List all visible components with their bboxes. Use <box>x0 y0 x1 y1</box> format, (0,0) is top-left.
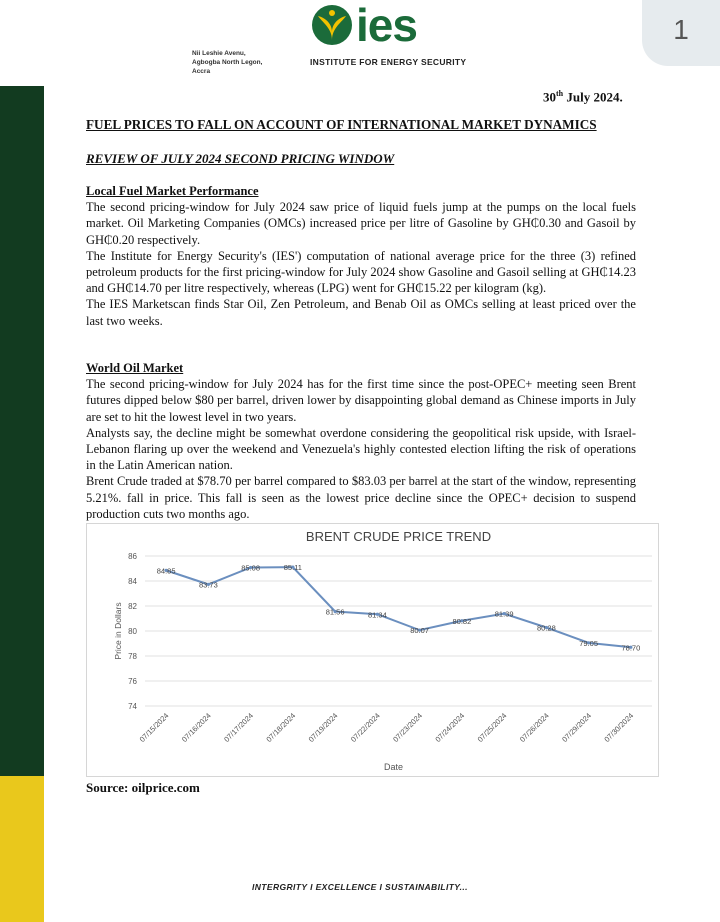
y-tick-label: 80 <box>128 627 137 636</box>
sidebar-yellow-band <box>0 776 44 922</box>
x-tick-label: 07/24/2024 <box>433 711 467 744</box>
x-tick-label: 07/30/2024 <box>602 711 636 744</box>
page-number: 1 <box>673 14 689 45</box>
page-number-badge <box>642 0 720 66</box>
paragraph: Analysts say, the decline might be somewhat overdone considering the geopolitical risk upside, with Israel-Lebanon flaring up over the weekend and Venezuela's highly contested election lifting the risk of operations in the Latin American nation. <box>86 425 636 473</box>
data-label: 83.73 <box>198 580 218 590</box>
data-label: 81.34 <box>367 610 387 620</box>
brent-price-chart <box>86 523 659 777</box>
y-tick-label: 86 <box>128 552 137 561</box>
y-axis-label: Price in Dollars <box>113 602 123 660</box>
x-tick-label: 07/26/2024 <box>517 711 551 744</box>
section-heading: World Oil Market <box>86 361 184 375</box>
document-subtitle: REVIEW OF JULY 2024 SECOND PRICING WINDOW <box>86 151 395 166</box>
y-tick-label: 78 <box>128 652 137 661</box>
series-line <box>166 567 631 647</box>
logo-wordmark: ies <box>356 0 417 51</box>
y-tick-label: 74 <box>128 702 137 711</box>
data-label: 80.07 <box>410 626 430 636</box>
section-heading: Local Fuel Market Performance <box>86 184 259 198</box>
chart-canvas <box>87 524 658 776</box>
x-tick-label: 07/22/2024 <box>348 711 382 744</box>
world-market-section <box>86 360 636 522</box>
x-tick-label: 07/17/2024 <box>222 711 256 744</box>
x-axis-label: Date <box>383 762 404 772</box>
paragraph: The second pricing-window for July 2024 saw price of liquid fuels jump at the pumps on the local fuels market. Oil Marketing Companies (OMCs) increased price per litre of Gasoline by GH₵0.30 and Gasoil by GH₵0.20 respectively. <box>86 200 636 247</box>
y-tick-label: 84 <box>128 577 137 586</box>
footer-slogan: INTERGRITY I EXCELLENCE I SUSTAINABILITY... <box>252 882 468 892</box>
date-suffix: th <box>556 89 564 98</box>
address-line: Agbogba North Legon, <box>192 59 263 66</box>
data-label: 81.56 <box>325 607 345 617</box>
data-label: 85.08 <box>241 563 261 573</box>
data-label: 80.28 <box>536 623 556 633</box>
data-label: 78.70 <box>621 643 641 653</box>
x-tick-label: 07/25/2024 <box>475 711 509 744</box>
paragraph: The IES Marketscan finds Star Oil, Zen Petroleum, and Benab Oil as OMCs selling at least priced over the last two weeks. <box>86 297 636 328</box>
y-tick-label: 76 <box>128 677 137 686</box>
x-tick-label: 07/18/2024 <box>264 711 298 744</box>
date-rest: July 2024. <box>563 89 623 105</box>
document-date <box>543 89 623 105</box>
institute-name: INSTITUTE FOR ENERGY SECURITY <box>310 57 467 67</box>
chart-title: BRENT CRUDE PRICE TREND <box>305 529 492 544</box>
x-tick-label: 07/15/2024 <box>137 711 171 744</box>
x-tick-label: 07/29/2024 <box>560 711 594 744</box>
address-line: Nii Leshie Avenu, <box>192 50 246 57</box>
document-title: FUEL PRICES TO FALL ON ACCOUNT OF INTERNATIONAL MARKET DYNAMICS <box>86 117 597 132</box>
address-line: Accra <box>192 68 211 75</box>
address-block <box>192 49 262 76</box>
y-tick-label: 82 <box>128 602 137 611</box>
data-label: 84.85 <box>156 566 176 576</box>
paragraph: The Institute for Energy Security's (IES') computation of national average price for the three (3) refined petroleum products for the first pricing-window for July 2024 show Gasoline and Gasoil selling at GH₵14.23 and GH₵14.70 per litre respectively, whereas (LPG) went for GH₵15.22 per kilogram (kg). <box>86 248 636 296</box>
data-label: 79.05 <box>579 638 599 648</box>
data-label: 81.39 <box>494 609 514 619</box>
local-market-section <box>86 183 636 329</box>
x-tick-label: 07/23/2024 <box>391 711 425 744</box>
data-label: 80.82 <box>452 616 472 626</box>
paragraph: Brent Crude traded at $78.70 per barrel compared to $83.03 per barrel at the start of the window, representing 5.21%. fall in price. This fall is seen as the lowest price decline since the OPEC+ decision to suspend production cuts two months ago. <box>86 474 636 521</box>
data-label: 85.11 <box>283 563 302 573</box>
x-tick-label: 07/19/2024 <box>306 711 340 744</box>
source-note: Source: oilprice.com <box>86 780 200 795</box>
x-tick-label: 07/16/2024 <box>179 711 213 744</box>
paragraph: The second pricing-window for July 2024 has for the first time since the post-OPEC+ meeting seen Brent futures dipped below $80 per barrel, driven lower by disappointing global demand as Chinese imports in July are set to hit the lowest level in two years. <box>86 377 636 424</box>
date-day: 30 <box>543 89 556 105</box>
sidebar-green-band <box>0 86 44 776</box>
